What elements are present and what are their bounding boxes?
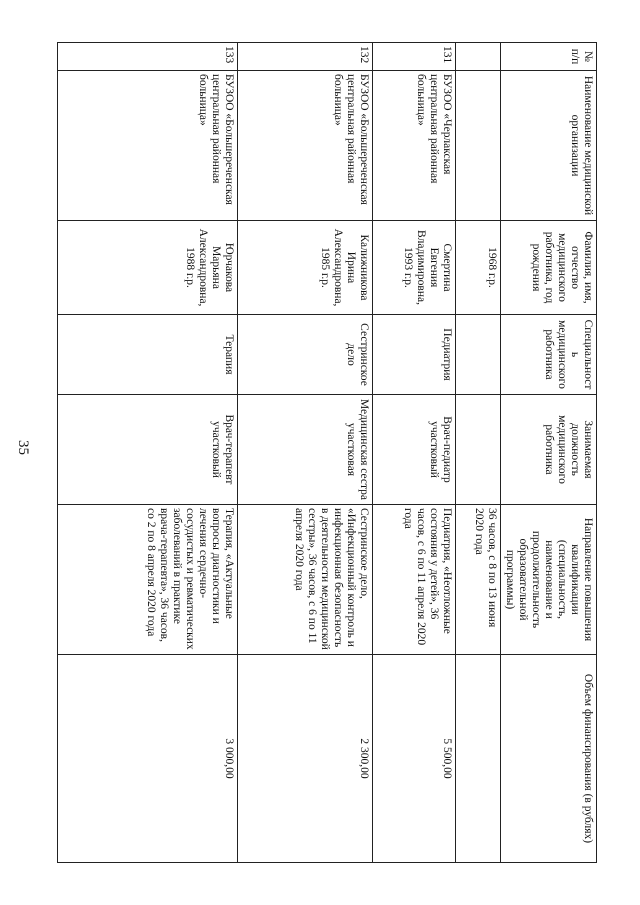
header-num: № п/п [501,43,597,71]
cell-specialty: Терапия [58,315,238,395]
cell-org: БУЗОО «Черлакская центральная районная больница» [373,71,456,221]
training-table [57,42,597,863]
table-row [373,43,456,863]
cell-direction: Сестринское дело, «Инфекционный контроль и инфекционная безопасность в деятельности медицинской сестры», 36 часов, с 6 по 11 апреля 2020 года [238,505,373,655]
table-row [58,43,238,863]
cell-name: Юрчакова Марьяна Александровна, 1988 г.р. [58,221,238,315]
cell-name: 1968 г.р. [456,221,501,315]
cell-num [456,43,501,71]
cell-position: Медицинская сестра участковая [238,395,373,505]
cell-num: 131 [373,43,456,71]
table-header-row [501,43,597,863]
cell-position: Врач-педиатр участковый [373,395,456,505]
cell-direction: Педиатрия, «Неотложные состояния у детей», 36 часов, с 6 по 11 апреля 2020 года [373,505,456,655]
header-specialty: Специальность медицинского работника [501,315,597,395]
cell-specialty: Педиатрия [373,315,456,395]
cell-num: 133 [58,43,238,71]
table-row [238,43,373,863]
rotated-page [57,42,597,862]
cell-num: 132 [238,43,373,71]
page-number: 35 [15,440,31,455]
cell-specialty [456,315,501,395]
table-row-continuation [456,43,501,863]
header-org: Наименование медицинской организации [501,71,597,221]
cell-org: БУЗОО «Большереченская центральная районная больница» [58,71,238,221]
header-position: Занимаемая должность медицинского работника [501,395,597,505]
cell-org [456,71,501,221]
cell-position [456,395,501,505]
cell-name: Смертина Евгения Владимировна, 1993 г.р. [373,221,456,315]
cell-funding [456,655,501,863]
header-direction: Направление повышения квалификации (специальность, наименование и продолжительность образовательной программы) [501,505,597,655]
cell-position: Врач-терапевт участковый [58,395,238,505]
cell-direction: 36 часов, с 8 по 13 июня 2020 года [456,505,501,655]
cell-specialty: Сестринское дело [238,315,373,395]
header-name: Фамилия, имя, отчество медицинского работника, год рождения [501,221,597,315]
cell-funding: 3 000,00 [58,655,238,863]
cell-funding: 5 500,00 [373,655,456,863]
header-funding: Объем финансирования (в рублях) [501,655,597,863]
cell-funding: 2 300,00 [238,655,373,863]
cell-direction: Терапия, «Актуальные вопросы диагностики и лечения сердечно-сосудистых и ревматических заболеваний в практике врача-терапевта», 36 часов, со 2 по 8 апреля 2020 года [58,505,238,655]
cell-org: БУЗОО «Большереченская центральная районная больница» [238,71,373,221]
cell-name: Калижникова Ирина Александровна, 1985 г.р. [238,221,373,315]
